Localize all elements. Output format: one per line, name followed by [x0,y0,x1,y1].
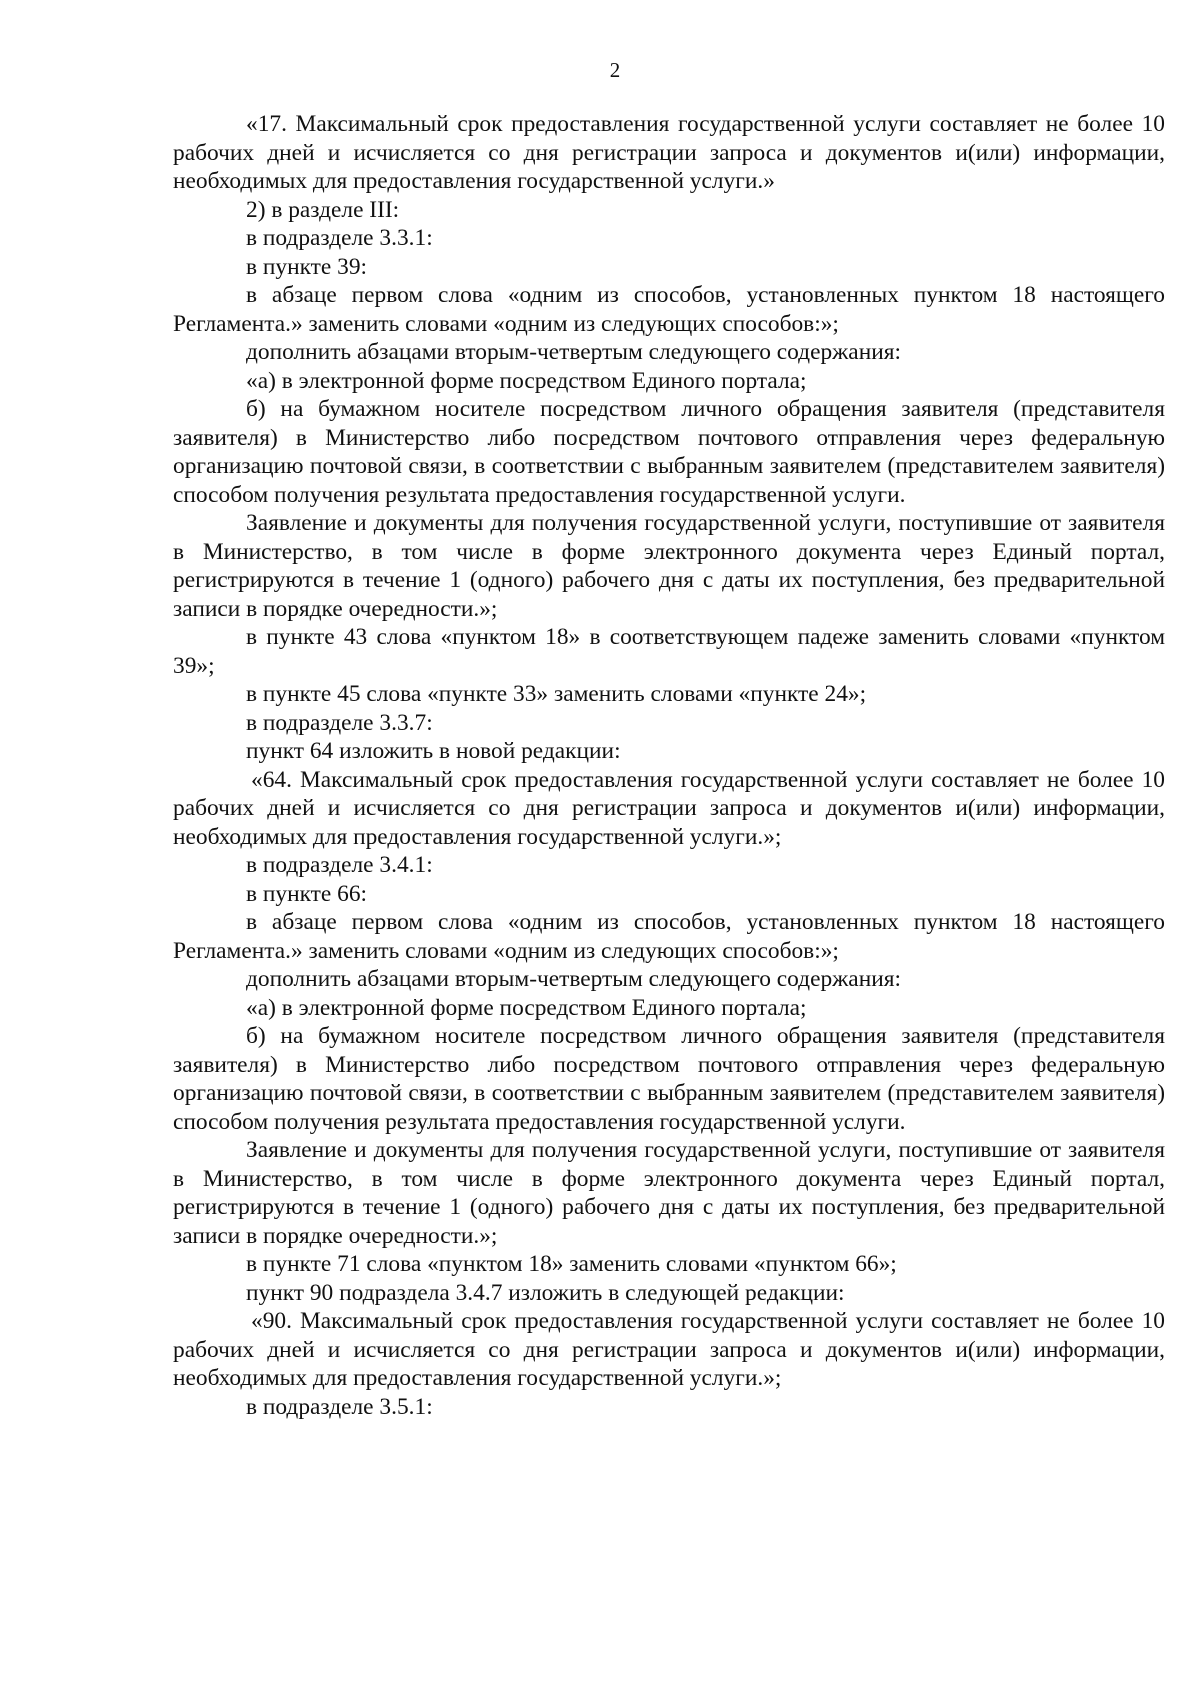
paragraph-paper-form-39: б) на бумажном носителе посредством личного обращения заявителя (представителя заявителя) в Министерство либо посредством почтового отправления через федеральную организацию почтовой связи, в соответствии с выбранным заявителем (представителем заявителя) способом получения результата предоставления государственной услуги. [173,396,1165,508]
document-body [173,110,1165,1421]
paragraph-first-abzats-39: в абзаце первом слова «одним из способов, установленных пунктом 18 настоящего Регламента.» заменить словами «одним из следующих способов:»; [173,282,1165,337]
paragraph-first-abzats-66: в абзаце первом слова «одним из способов, установленных пунктом 18 настоящего Регламента.» заменить словами «одним из следующих способов:»; [173,909,1165,964]
paragraph-electronic-form-66: «а) в электронной форме посредством Единого портала; [246,994,807,1021]
paragraph-item-17: «17. Максимальный срок предоставления государственной услуги составляет не более 10 рабочих дней и исчисляется со дня регистрации запроса и документов и(или) информации, необходимых для предоставления государственной услуги.» [173,111,1165,194]
paragraph-registration-66: Заявление и документы для получения государственной услуги, поступившие от заявителя в Министерство, в том числе в форме электронного документа через Единый портал, регистрируются в течение 1 (одного) рабочего дня с даты их поступления, без предварительной записи в порядке очередности.»; [173,1137,1165,1249]
paragraph-registration-39: Заявление и документы для получения государственной услуги, поступившие от заявителя в Министерство, в том числе в форме электронного документа через Единый портал, регистрируются в течение 1 (одного) рабочего дня с даты их поступления, без предварительной записи в порядке очередности.»; [173,510,1165,622]
paragraph-subsection-3-5-1: в подразделе 3.5.1: [246,1393,433,1420]
paragraph-item-71: в пункте 71 слова «пунктом 18» заменить словами «пунктом 66»; [246,1251,897,1277]
paragraph-section-iii: 2) в разделе III: [246,196,400,223]
paragraph-subsection-3-4-1: в подразделе 3.4.1: [246,852,433,878]
paragraph-item-45: в пункте 45 слова «пункте 33» заменить словами «пункте 24»; [246,681,867,707]
paragraph-supplement-66: дополнить абзацами вторым-четвертым следующего содержания: [246,966,901,992]
paragraph-item-43: в пункте 43 слова «пунктом 18» в соответствующем падеже заменить словами «пунктом 39»; [173,624,1165,679]
paragraph-item-64: «64. Максимальный срок предоставления государственной услуги составляет не более 10 рабочих дней и исчисляется со дня регистрации запроса и документов и(или) информации, необходимых для предоставления государственной услуги.»; [173,766,1165,850]
paragraph-item-39: в пункте 39: [246,253,368,280]
paragraph-electronic-form-39: «а) в электронной форме посредством Единого портала; [246,367,807,394]
paragraph-supplement-39: дополнить абзацами вторым-четвертым следующего содержания: [246,339,901,365]
page-number: 2 [609,58,621,82]
paragraph-item-66: в пункте 66: [246,880,368,907]
paragraph-subsection-3-3-7: в подразделе 3.3.7: [246,709,433,736]
paragraph-subsection-3-3-1: в подразделе 3.3.1: [246,225,433,251]
paragraph-item-64-intro: пункт 64 изложить в новой редакции: [246,738,621,764]
paragraph-paper-form-66: б) на бумажном носителе посредством личного обращения заявителя (представителя заявителя) в Министерство либо посредством почтового отправления через федеральную организацию почтовой связи, в соответствии с выбранным заявителем (представителем заявителя) способом получения результата предоставления государственной услуги. [173,1023,1165,1135]
paragraph-item-90-intro: пункт 90 подраздела 3.4.7 изложить в следующей редакции: [246,1279,845,1306]
paragraph-item-90: «90. Максимальный срок предоставления государственной услуги составляет не более 10 рабочих дней и исчисляется со дня регистрации запроса и документов и(или) информации, необходимых для предоставления государственной услуги.»; [173,1308,1165,1391]
